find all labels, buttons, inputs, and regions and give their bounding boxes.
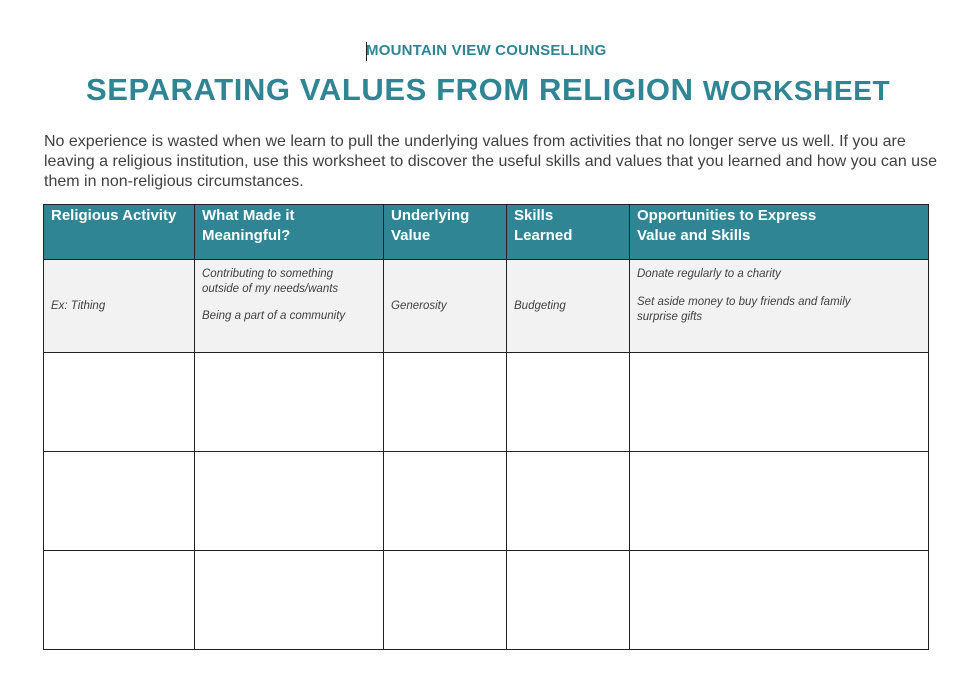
blank-cell[interactable] (507, 452, 630, 551)
header-skills-learned (507, 205, 630, 260)
blank-cell[interactable] (44, 452, 195, 551)
organization-name: MOUNTAIN VIEW COUNSELLING (366, 42, 607, 59)
blank-cell[interactable] (44, 551, 195, 650)
header-label: Meaningful? (202, 227, 291, 244)
header-label: Underlying (391, 207, 470, 224)
example-opportunity-line: Donate regularly to a charity (637, 268, 781, 280)
example-skills: Budgeting (514, 299, 566, 312)
page-title-suffix: WORKSHEET (702, 75, 891, 106)
example-value-cell[interactable] (384, 260, 507, 353)
example-meaningful-line: Being a part of a community (202, 310, 346, 322)
blank-cell[interactable] (507, 551, 630, 650)
example-activity-cell[interactable] (44, 260, 195, 353)
blank-cell[interactable] (507, 353, 630, 452)
intro-paragraph: No experience is wasted when we learn to pull the underlying values from activities that no longer serve us well. If you are leaving a religious institution, use this worksheet to discover the useful skills and values that you learned and how you can use them in non-religious circumstances. (44, 133, 937, 190)
example-meaningful-cell[interactable] (195, 260, 384, 353)
example-meaningful-line: outside of my needs/wants (202, 283, 339, 295)
header-label: Value (391, 227, 431, 244)
blank-cell[interactable] (195, 551, 384, 650)
blank-cell[interactable] (384, 452, 507, 551)
header-label: Value and Skills (637, 227, 751, 244)
header-row (44, 205, 929, 260)
blank-cell[interactable] (630, 353, 929, 452)
header-label: Opportunities to Express (637, 207, 817, 224)
example-value: Generosity (391, 299, 447, 312)
example-row (44, 260, 929, 353)
blank-cell[interactable] (630, 452, 929, 551)
header-religious-activity (44, 205, 195, 260)
table-row (44, 551, 929, 650)
page-title (86, 72, 890, 108)
page-title-main: SEPARATING VALUES FROM RELIGION (86, 72, 694, 107)
blank-cell[interactable] (630, 551, 929, 650)
table-row (44, 452, 929, 551)
example-opportunities-cell[interactable] (630, 260, 929, 353)
example-opportunity-line: Set aside money to buy friends and family (637, 296, 851, 308)
header-label: Learned (514, 227, 573, 244)
header-what-made-meaningful (195, 205, 384, 260)
example-meaningful-line: Contributing to something (202, 268, 334, 280)
header-label: Religious Activity (51, 207, 177, 224)
header-label: What Made it (202, 207, 295, 224)
example-opportunity-line: surprise gifts (637, 311, 703, 323)
worksheet-table (43, 204, 929, 650)
header-label: Skills (514, 207, 554, 224)
table-row (44, 353, 929, 452)
blank-cell[interactable] (384, 551, 507, 650)
blank-cell[interactable] (44, 353, 195, 452)
header-underlying-value (384, 205, 507, 260)
blank-cell[interactable] (195, 353, 384, 452)
header-opportunities (630, 205, 929, 260)
example-activity: Ex: Tithing (51, 299, 106, 312)
example-skills-cell[interactable] (507, 260, 630, 353)
blank-cell[interactable] (195, 452, 384, 551)
blank-cell[interactable] (384, 353, 507, 452)
